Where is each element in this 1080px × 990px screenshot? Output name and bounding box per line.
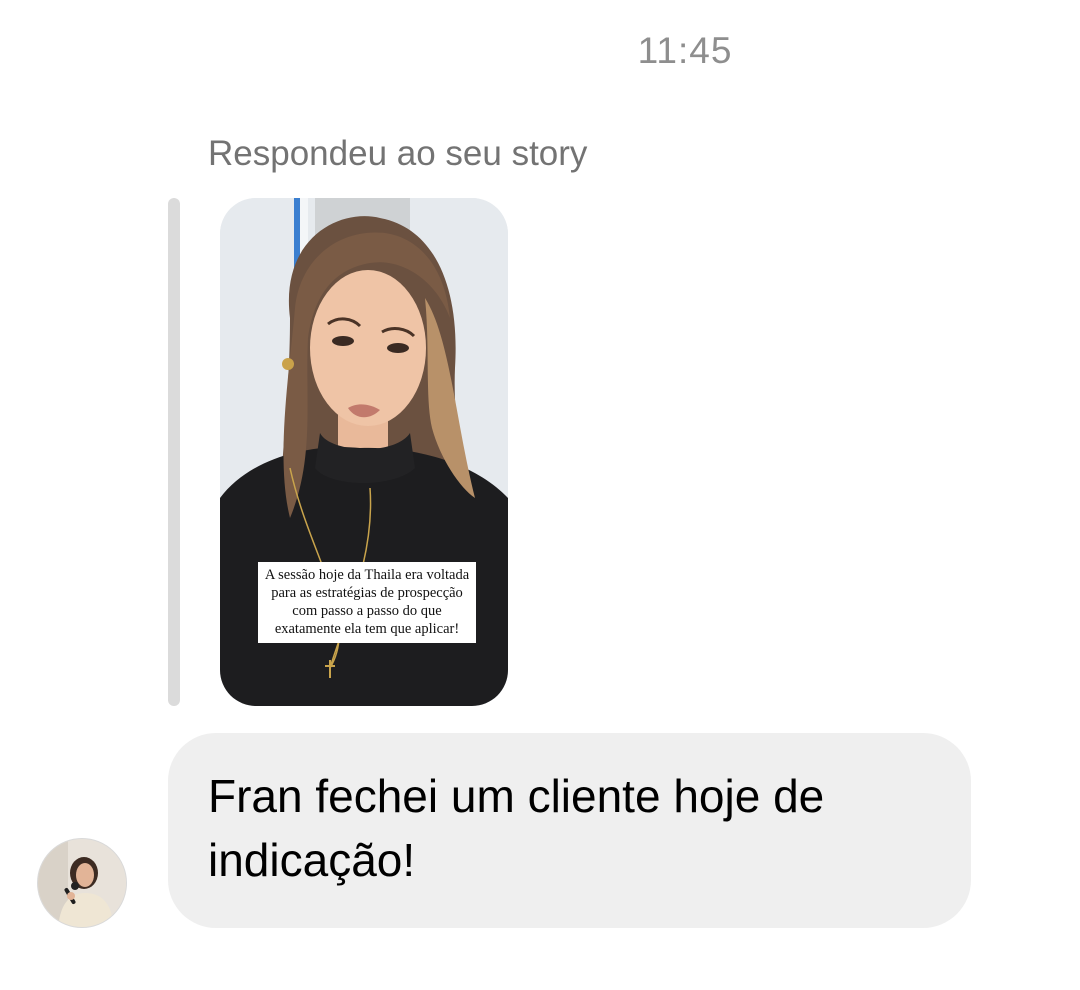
story-reply-caption: Respondeu ao seu story [208,134,588,173]
reply-quote-bar [168,198,180,706]
message-bubble[interactable] [168,733,971,928]
message-timestamp: 11:45 [637,30,733,71]
avatar-photo-icon [38,839,127,928]
story-overlay-text: A sessão hoje da Thaila era voltada para as estratégias de prospecção com passo a passo do que exatamente ela tem que aplicar! [258,562,476,643]
message-text: Fran fechei um cliente hoje de indicação! [208,770,825,886]
sender-avatar[interactable] [37,838,127,928]
story-thumbnail[interactable] [220,198,508,706]
